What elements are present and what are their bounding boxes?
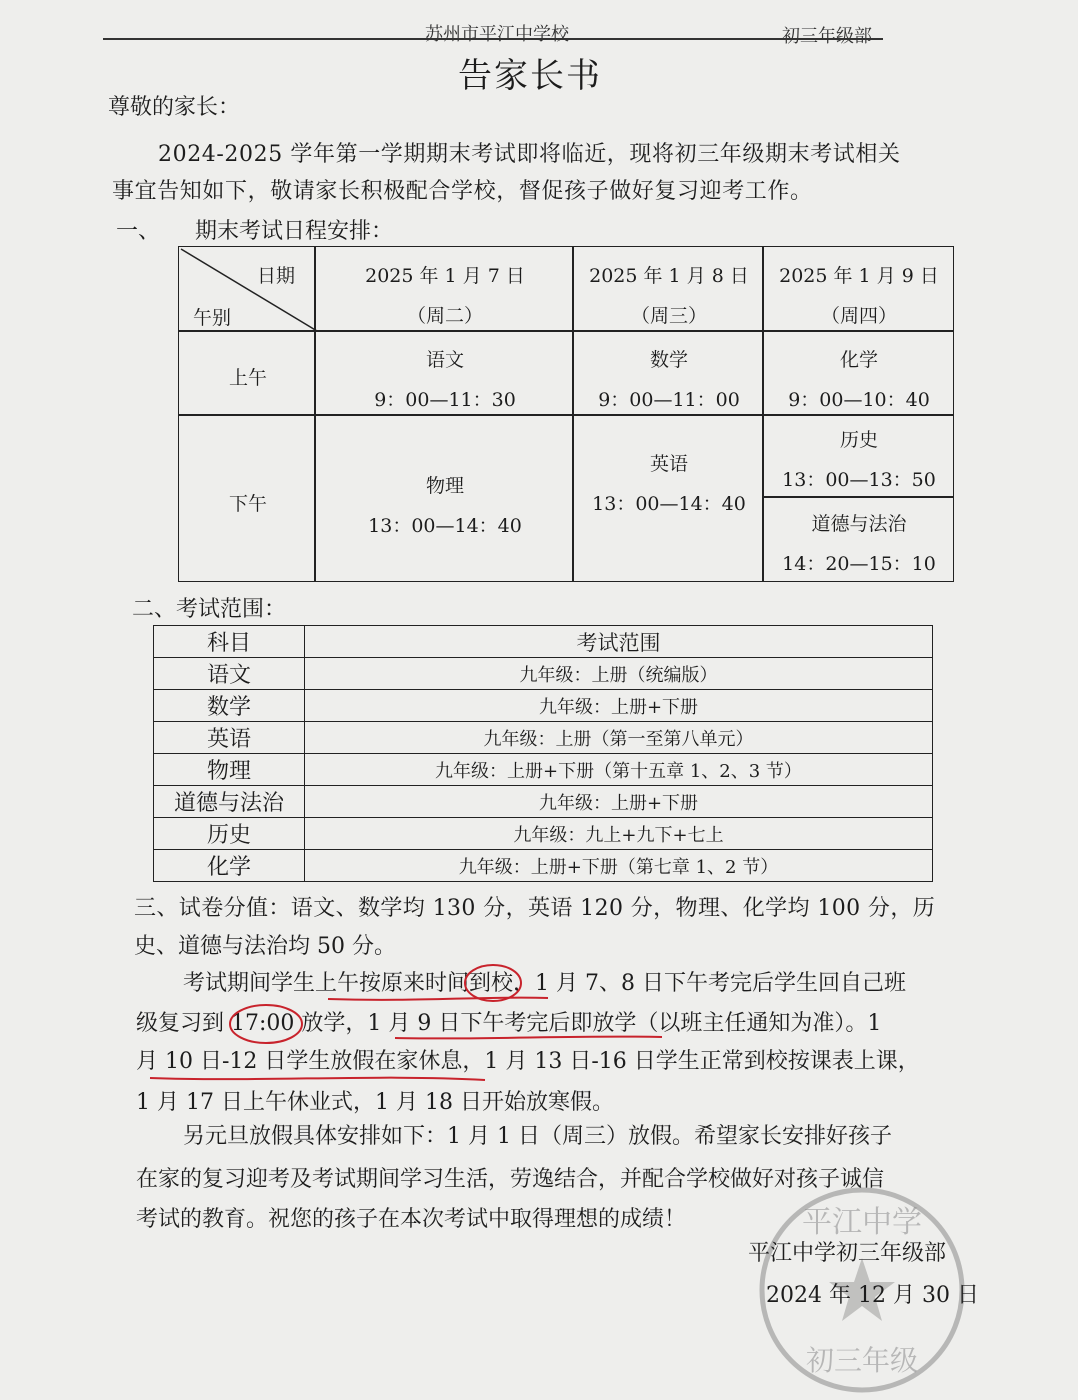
notice-line-4: 1 月 17 日上午休业式，1 月 18 日开始放寒假。 — [136, 1090, 614, 1115]
weekday-3: （周四） — [820, 305, 897, 327]
underline-jan9 — [395, 1037, 662, 1039]
scope-range: 九年级：九上+九下+七上 — [305, 818, 933, 850]
holiday-line-2: 在家的复习迎考及考试期间学习生活，劳逸结合，并配合学校做好对孩子诚信 — [136, 1167, 885, 1192]
section-1-heading: 一、 期末考试日程安排： — [116, 219, 393, 244]
scope-range: 九年级：上册（统编版） — [305, 658, 933, 690]
section-3-line-1: 三、试卷分值：语文、数学均 130 分，英语 120 分，物理、化学均 100 分，历 — [134, 896, 936, 921]
date-3: 2025 年 1 月 9 日 — [779, 265, 939, 287]
pm-time-1: 13：00—14：40 — [368, 515, 522, 537]
am-time-1: 9：00—11：30 — [374, 389, 516, 411]
am-time-3: 9：00—10：40 — [788, 389, 930, 411]
scope-subject: 英语 — [154, 722, 305, 754]
weekday-1: （周二） — [406, 305, 483, 327]
pm-subject-4: 道德与法治 — [811, 513, 907, 535]
notice-line-2: 级复习到 17:00 放学，1 月 9 日下午考完后即放学（以班主任通知为准）。1 — [136, 1011, 882, 1036]
holiday-line-1: 另元旦放假具体安排如下：1 月 1 日（周三）放假。希望家长安排好孩子 — [183, 1124, 892, 1149]
am-time-2: 9：00—11：00 — [598, 389, 740, 411]
scope-subject: 历史 — [154, 818, 305, 850]
am-subject-3: 化学 — [839, 349, 878, 371]
salutation: 尊敬的家长： — [108, 95, 241, 120]
svg-text:平江中学: 平江中学 — [802, 1205, 922, 1240]
scope-subject: 物理 — [154, 754, 305, 786]
scope-range: 九年级：上册+下册（第七章 1、2 节） — [305, 850, 933, 882]
header-school: 苏州市平江中学校 — [425, 24, 569, 45]
pm-label: 下午 — [228, 493, 267, 515]
weekday-2: （周三） — [630, 305, 707, 327]
scope-subject: 语文 — [154, 658, 305, 690]
scope-header-range: 考试范围 — [305, 626, 933, 658]
corner-period-label: 午别 — [193, 307, 232, 329]
header-dept: 初三年级部 — [782, 26, 872, 47]
intro-line-1: 2024-2025 学年第一学期期末考试即将临近，现将初三年级期末考试相关 — [158, 142, 901, 167]
date-1: 2025 年 1 月 7 日 — [365, 265, 525, 287]
scope-header-subject: 科目 — [154, 626, 305, 658]
svg-text:初三年级: 初三年级 — [805, 1344, 919, 1377]
intro-line-2: 事宜告知如下，敬请家长积极配合学校，督促孩子做好复习迎考工作。 — [112, 179, 813, 204]
pm-time-2: 13：00—14：40 — [592, 493, 746, 515]
pm-subject-2: 英语 — [649, 453, 688, 475]
am-label: 上午 — [228, 367, 267, 389]
scope-subject: 数学 — [154, 690, 305, 722]
pm-time-3: 13：00—13：50 — [782, 469, 936, 491]
circle-1700 — [230, 1005, 302, 1043]
holiday-line-3: 考试的教育。祝您的孩子在本次考试中取得理想的成绩！ — [136, 1207, 687, 1232]
corner-date-label: 日期 — [257, 265, 296, 287]
scope-subject: 化学 — [154, 850, 305, 882]
date-2: 2025 年 1 月 8 日 — [589, 265, 749, 287]
am-subject-1: 语文 — [425, 349, 464, 371]
page-title: 告家长书 — [458, 56, 602, 96]
signature-date: 2024 年 12 月 30 日 — [766, 1283, 979, 1308]
notice-line-1: 考试期间学生上午按原来时间到校，1 月 7、8 日下午考完后学生回自己班 — [183, 971, 906, 996]
scope-range: 九年级：上册+下册 — [305, 690, 933, 722]
pm-subject-3: 历史 — [839, 429, 878, 451]
signature: 平江中学初三年级部 — [748, 1241, 947, 1266]
section-2-heading: 二、考试范围： — [132, 597, 287, 622]
scope-subject: 道德与法治 — [154, 786, 305, 818]
circle-arrival — [465, 965, 521, 1001]
notice-line-3: 月 10 日-12 日学生放假在家休息，1 月 13 日-16 日学生正常到校按课表上课， — [136, 1049, 920, 1074]
pm-subject-1: 物理 — [425, 475, 464, 497]
pm-time-4: 14：20—15：10 — [782, 553, 936, 575]
am-subject-2: 数学 — [649, 349, 688, 371]
underline-arrival-time — [328, 998, 548, 1000]
scope-range: 九年级：上册+下册 — [305, 786, 933, 818]
scope-range: 九年级：上册+下册（第十五章 1、2、3 节） — [305, 754, 933, 786]
scope-range: 九年级：上册（第一至第八单元） — [305, 722, 933, 754]
underline-holiday — [150, 1078, 485, 1080]
section-3-line-2: 史、道德与法治均 50 分。 — [134, 934, 396, 959]
